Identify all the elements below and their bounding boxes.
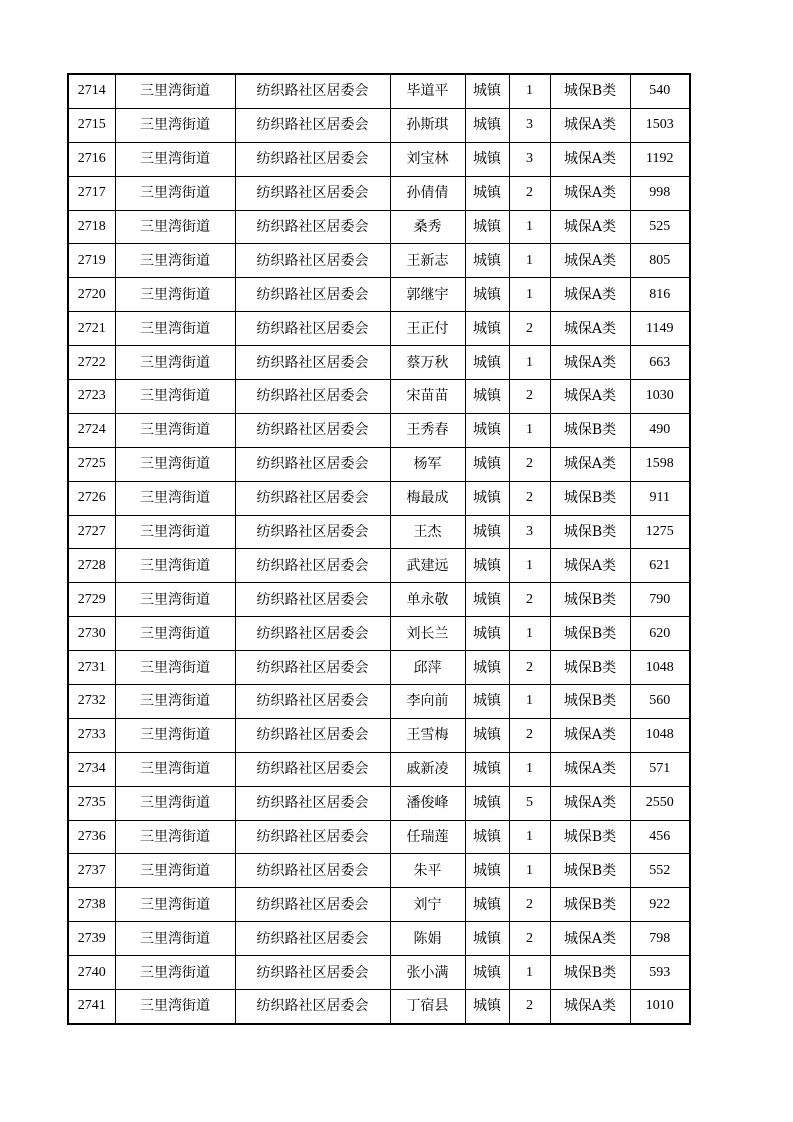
community-cell: 纺织路社区居委会 bbox=[235, 413, 390, 447]
category-cell: 城保B类 bbox=[550, 854, 630, 888]
name-cell: 王秀春 bbox=[390, 413, 465, 447]
area-type-cell: 城镇 bbox=[465, 685, 509, 719]
category-cell: 城保B类 bbox=[550, 685, 630, 719]
table-row bbox=[68, 108, 690, 142]
name-cell: 王雪梅 bbox=[390, 718, 465, 752]
household-count-cell: 1 bbox=[509, 820, 550, 854]
category-cell: 城保B类 bbox=[550, 888, 630, 922]
amount-cell: 1030 bbox=[630, 380, 690, 414]
area-type-cell: 城镇 bbox=[465, 752, 509, 786]
household-count-cell: 1 bbox=[509, 956, 550, 990]
street-cell: 三里湾街道 bbox=[115, 210, 235, 244]
serial-number-cell: 2729 bbox=[68, 583, 115, 617]
household-count-cell: 3 bbox=[509, 142, 550, 176]
name-cell: 张小满 bbox=[390, 956, 465, 990]
table-row bbox=[68, 380, 690, 414]
amount-cell: 998 bbox=[630, 176, 690, 210]
amount-cell: 1275 bbox=[630, 515, 690, 549]
community-cell: 纺织路社区居委会 bbox=[235, 888, 390, 922]
amount-cell: 1010 bbox=[630, 990, 690, 1024]
community-cell: 纺织路社区居委会 bbox=[235, 718, 390, 752]
community-cell: 纺织路社区居委会 bbox=[235, 312, 390, 346]
serial-number-cell: 2738 bbox=[68, 888, 115, 922]
amount-cell: 490 bbox=[630, 413, 690, 447]
category-cell: 城保A类 bbox=[550, 752, 630, 786]
category-cell: 城保A类 bbox=[550, 447, 630, 481]
household-count-cell: 2 bbox=[509, 922, 550, 956]
serial-number-cell: 2722 bbox=[68, 346, 115, 380]
table-row bbox=[68, 854, 690, 888]
category-cell: 城保B类 bbox=[550, 481, 630, 515]
serial-number-cell: 2727 bbox=[68, 515, 115, 549]
area-type-cell: 城镇 bbox=[465, 278, 509, 312]
table-row bbox=[68, 820, 690, 854]
street-cell: 三里湾街道 bbox=[115, 413, 235, 447]
household-count-cell: 1 bbox=[509, 346, 550, 380]
street-cell: 三里湾街道 bbox=[115, 447, 235, 481]
street-cell: 三里湾街道 bbox=[115, 685, 235, 719]
street-cell: 三里湾街道 bbox=[115, 549, 235, 583]
community-cell: 纺织路社区居委会 bbox=[235, 380, 390, 414]
amount-cell: 911 bbox=[630, 481, 690, 515]
street-cell: 三里湾街道 bbox=[115, 922, 235, 956]
category-cell: 城保A类 bbox=[550, 990, 630, 1024]
community-cell: 纺织路社区居委会 bbox=[235, 752, 390, 786]
household-count-cell: 2 bbox=[509, 481, 550, 515]
street-cell: 三里湾街道 bbox=[115, 752, 235, 786]
category-cell: 城保A类 bbox=[550, 278, 630, 312]
household-count-cell: 2 bbox=[509, 312, 550, 346]
serial-number-cell: 2720 bbox=[68, 278, 115, 312]
area-type-cell: 城镇 bbox=[465, 617, 509, 651]
amount-cell: 593 bbox=[630, 956, 690, 990]
area-type-cell: 城镇 bbox=[465, 142, 509, 176]
category-cell: 城保B类 bbox=[550, 413, 630, 447]
amount-cell: 922 bbox=[630, 888, 690, 922]
serial-number-cell: 2737 bbox=[68, 854, 115, 888]
name-cell: 毕道平 bbox=[390, 74, 465, 108]
table-row bbox=[68, 549, 690, 583]
table-row bbox=[68, 142, 690, 176]
category-cell: 城保B类 bbox=[550, 74, 630, 108]
household-count-cell: 1 bbox=[509, 617, 550, 651]
serial-number-cell: 2735 bbox=[68, 786, 115, 820]
name-cell: 丁宿县 bbox=[390, 990, 465, 1024]
area-type-cell: 城镇 bbox=[465, 990, 509, 1024]
category-cell: 城保A类 bbox=[550, 718, 630, 752]
name-cell: 蔡万秋 bbox=[390, 346, 465, 380]
community-cell: 纺织路社区居委会 bbox=[235, 142, 390, 176]
serial-number-cell: 2725 bbox=[68, 447, 115, 481]
category-cell: 城保B类 bbox=[550, 956, 630, 990]
serial-number-cell: 2730 bbox=[68, 617, 115, 651]
area-type-cell: 城镇 bbox=[465, 176, 509, 210]
area-type-cell: 城镇 bbox=[465, 210, 509, 244]
amount-cell: 552 bbox=[630, 854, 690, 888]
table-row bbox=[68, 312, 690, 346]
amount-cell: 798 bbox=[630, 922, 690, 956]
name-cell: 桑秀 bbox=[390, 210, 465, 244]
area-type-cell: 城镇 bbox=[465, 922, 509, 956]
street-cell: 三里湾街道 bbox=[115, 108, 235, 142]
table-row bbox=[68, 244, 690, 278]
name-cell: 陈娟 bbox=[390, 922, 465, 956]
category-cell: 城保A类 bbox=[550, 549, 630, 583]
street-cell: 三里湾街道 bbox=[115, 481, 235, 515]
name-cell: 王杰 bbox=[390, 515, 465, 549]
amount-cell: 816 bbox=[630, 278, 690, 312]
table-row bbox=[68, 278, 690, 312]
category-cell: 城保A类 bbox=[550, 176, 630, 210]
name-cell: 单永敬 bbox=[390, 583, 465, 617]
community-cell: 纺织路社区居委会 bbox=[235, 617, 390, 651]
community-cell: 纺织路社区居委会 bbox=[235, 481, 390, 515]
name-cell: 潘俊峰 bbox=[390, 786, 465, 820]
area-type-cell: 城镇 bbox=[465, 718, 509, 752]
name-cell: 王正付 bbox=[390, 312, 465, 346]
community-cell: 纺织路社区居委会 bbox=[235, 108, 390, 142]
name-cell: 刘长兰 bbox=[390, 617, 465, 651]
community-cell: 纺织路社区居委会 bbox=[235, 583, 390, 617]
serial-number-cell: 2736 bbox=[68, 820, 115, 854]
household-count-cell: 2 bbox=[509, 176, 550, 210]
street-cell: 三里湾街道 bbox=[115, 786, 235, 820]
amount-cell: 571 bbox=[630, 752, 690, 786]
street-cell: 三里湾街道 bbox=[115, 176, 235, 210]
household-count-cell: 5 bbox=[509, 786, 550, 820]
community-cell: 纺织路社区居委会 bbox=[235, 210, 390, 244]
category-cell: 城保A类 bbox=[550, 380, 630, 414]
area-type-cell: 城镇 bbox=[465, 312, 509, 346]
community-cell: 纺织路社区居委会 bbox=[235, 346, 390, 380]
household-count-cell: 1 bbox=[509, 244, 550, 278]
name-cell: 宋苗苗 bbox=[390, 380, 465, 414]
serial-number-cell: 2733 bbox=[68, 718, 115, 752]
serial-number-cell: 2715 bbox=[68, 108, 115, 142]
street-cell: 三里湾街道 bbox=[115, 956, 235, 990]
community-cell: 纺织路社区居委会 bbox=[235, 990, 390, 1024]
street-cell: 三里湾街道 bbox=[115, 651, 235, 685]
serial-number-cell: 2732 bbox=[68, 685, 115, 719]
community-cell: 纺织路社区居委会 bbox=[235, 74, 390, 108]
category-cell: 城保B类 bbox=[550, 515, 630, 549]
name-cell: 戚新凌 bbox=[390, 752, 465, 786]
category-cell: 城保A类 bbox=[550, 142, 630, 176]
community-cell: 纺织路社区居委会 bbox=[235, 685, 390, 719]
community-cell: 纺织路社区居委会 bbox=[235, 278, 390, 312]
street-cell: 三里湾街道 bbox=[115, 74, 235, 108]
table-row bbox=[68, 346, 690, 380]
area-type-cell: 城镇 bbox=[465, 244, 509, 278]
table-row bbox=[68, 752, 690, 786]
table-row bbox=[68, 447, 690, 481]
table-row bbox=[68, 651, 690, 685]
community-cell: 纺织路社区居委会 bbox=[235, 651, 390, 685]
community-cell: 纺织路社区居委会 bbox=[235, 176, 390, 210]
table-row bbox=[68, 922, 690, 956]
household-count-cell: 1 bbox=[509, 210, 550, 244]
area-type-cell: 城镇 bbox=[465, 413, 509, 447]
serial-number-cell: 2724 bbox=[68, 413, 115, 447]
household-count-cell: 2 bbox=[509, 718, 550, 752]
household-count-cell: 1 bbox=[509, 549, 550, 583]
amount-cell: 456 bbox=[630, 820, 690, 854]
serial-number-cell: 2728 bbox=[68, 549, 115, 583]
street-cell: 三里湾街道 bbox=[115, 244, 235, 278]
serial-number-cell: 2721 bbox=[68, 312, 115, 346]
serial-number-cell: 2716 bbox=[68, 142, 115, 176]
community-cell: 纺织路社区居委会 bbox=[235, 244, 390, 278]
area-type-cell: 城镇 bbox=[465, 447, 509, 481]
amount-cell: 560 bbox=[630, 685, 690, 719]
serial-number-cell: 2723 bbox=[68, 380, 115, 414]
amount-cell: 790 bbox=[630, 583, 690, 617]
serial-number-cell: 2719 bbox=[68, 244, 115, 278]
street-cell: 三里湾街道 bbox=[115, 380, 235, 414]
category-cell: 城保A类 bbox=[550, 346, 630, 380]
serial-number-cell: 2740 bbox=[68, 956, 115, 990]
street-cell: 三里湾街道 bbox=[115, 142, 235, 176]
amount-cell: 525 bbox=[630, 210, 690, 244]
street-cell: 三里湾街道 bbox=[115, 617, 235, 651]
household-count-cell: 1 bbox=[509, 854, 550, 888]
amount-cell: 1503 bbox=[630, 108, 690, 142]
area-type-cell: 城镇 bbox=[465, 481, 509, 515]
amount-cell: 621 bbox=[630, 549, 690, 583]
household-count-cell: 3 bbox=[509, 515, 550, 549]
area-type-cell: 城镇 bbox=[465, 888, 509, 922]
area-type-cell: 城镇 bbox=[465, 786, 509, 820]
name-cell: 杨军 bbox=[390, 447, 465, 481]
category-cell: 城保A类 bbox=[550, 312, 630, 346]
household-count-cell: 2 bbox=[509, 888, 550, 922]
area-type-cell: 城镇 bbox=[465, 651, 509, 685]
household-count-cell: 3 bbox=[509, 108, 550, 142]
table-row bbox=[68, 685, 690, 719]
serial-number-cell: 2734 bbox=[68, 752, 115, 786]
category-cell: 城保A类 bbox=[550, 922, 630, 956]
table-row bbox=[68, 990, 690, 1024]
community-cell: 纺织路社区居委会 bbox=[235, 854, 390, 888]
name-cell: 郭继宇 bbox=[390, 278, 465, 312]
household-count-cell: 2 bbox=[509, 990, 550, 1024]
table-row bbox=[68, 210, 690, 244]
street-cell: 三里湾街道 bbox=[115, 888, 235, 922]
table-row bbox=[68, 888, 690, 922]
street-cell: 三里湾街道 bbox=[115, 583, 235, 617]
amount-cell: 1598 bbox=[630, 447, 690, 481]
community-cell: 纺织路社区居委会 bbox=[235, 447, 390, 481]
area-type-cell: 城镇 bbox=[465, 380, 509, 414]
name-cell: 梅最成 bbox=[390, 481, 465, 515]
name-cell: 刘宁 bbox=[390, 888, 465, 922]
records-table bbox=[67, 73, 691, 1025]
table-row bbox=[68, 956, 690, 990]
category-cell: 城保A类 bbox=[550, 786, 630, 820]
amount-cell: 2550 bbox=[630, 786, 690, 820]
area-type-cell: 城镇 bbox=[465, 854, 509, 888]
category-cell: 城保B类 bbox=[550, 617, 630, 651]
table-row bbox=[68, 176, 690, 210]
category-cell: 城保B类 bbox=[550, 820, 630, 854]
amount-cell: 1192 bbox=[630, 142, 690, 176]
household-count-cell: 1 bbox=[509, 74, 550, 108]
street-cell: 三里湾街道 bbox=[115, 312, 235, 346]
area-type-cell: 城镇 bbox=[465, 583, 509, 617]
serial-number-cell: 2731 bbox=[68, 651, 115, 685]
household-count-cell: 1 bbox=[509, 685, 550, 719]
amount-cell: 1048 bbox=[630, 718, 690, 752]
household-count-cell: 2 bbox=[509, 583, 550, 617]
serial-number-cell: 2714 bbox=[68, 74, 115, 108]
amount-cell: 1048 bbox=[630, 651, 690, 685]
name-cell: 朱平 bbox=[390, 854, 465, 888]
area-type-cell: 城镇 bbox=[465, 820, 509, 854]
table-row bbox=[68, 583, 690, 617]
amount-cell: 663 bbox=[630, 346, 690, 380]
name-cell: 孙倩倩 bbox=[390, 176, 465, 210]
household-count-cell: 2 bbox=[509, 651, 550, 685]
serial-number-cell: 2726 bbox=[68, 481, 115, 515]
table-row bbox=[68, 786, 690, 820]
serial-number-cell: 2741 bbox=[68, 990, 115, 1024]
street-cell: 三里湾街道 bbox=[115, 854, 235, 888]
household-count-cell: 2 bbox=[509, 447, 550, 481]
household-count-cell: 1 bbox=[509, 413, 550, 447]
category-cell: 城保A类 bbox=[550, 210, 630, 244]
category-cell: 城保A类 bbox=[550, 108, 630, 142]
household-count-cell: 1 bbox=[509, 752, 550, 786]
area-type-cell: 城镇 bbox=[465, 549, 509, 583]
serial-number-cell: 2717 bbox=[68, 176, 115, 210]
street-cell: 三里湾街道 bbox=[115, 718, 235, 752]
community-cell: 纺织路社区居委会 bbox=[235, 515, 390, 549]
community-cell: 纺织路社区居委会 bbox=[235, 820, 390, 854]
table-row bbox=[68, 617, 690, 651]
community-cell: 纺织路社区居委会 bbox=[235, 956, 390, 990]
area-type-cell: 城镇 bbox=[465, 956, 509, 990]
serial-number-cell: 2718 bbox=[68, 210, 115, 244]
table-row bbox=[68, 413, 690, 447]
amount-cell: 1149 bbox=[630, 312, 690, 346]
amount-cell: 540 bbox=[630, 74, 690, 108]
area-type-cell: 城镇 bbox=[465, 108, 509, 142]
serial-number-cell: 2739 bbox=[68, 922, 115, 956]
name-cell: 任瑞莲 bbox=[390, 820, 465, 854]
community-cell: 纺织路社区居委会 bbox=[235, 922, 390, 956]
amount-cell: 805 bbox=[630, 244, 690, 278]
name-cell: 邱萍 bbox=[390, 651, 465, 685]
category-cell: 城保B类 bbox=[550, 651, 630, 685]
household-count-cell: 1 bbox=[509, 278, 550, 312]
community-cell: 纺织路社区居委会 bbox=[235, 549, 390, 583]
name-cell: 武建远 bbox=[390, 549, 465, 583]
table-row bbox=[68, 718, 690, 752]
name-cell: 孙斯琪 bbox=[390, 108, 465, 142]
community-cell: 纺织路社区居委会 bbox=[235, 786, 390, 820]
table-row bbox=[68, 74, 690, 108]
amount-cell: 620 bbox=[630, 617, 690, 651]
household-count-cell: 2 bbox=[509, 380, 550, 414]
category-cell: 城保A类 bbox=[550, 244, 630, 278]
area-type-cell: 城镇 bbox=[465, 515, 509, 549]
name-cell: 李向前 bbox=[390, 685, 465, 719]
street-cell: 三里湾街道 bbox=[115, 820, 235, 854]
street-cell: 三里湾街道 bbox=[115, 346, 235, 380]
area-type-cell: 城镇 bbox=[465, 74, 509, 108]
name-cell: 王新志 bbox=[390, 244, 465, 278]
street-cell: 三里湾街道 bbox=[115, 990, 235, 1024]
table-body bbox=[68, 74, 690, 1024]
table-row bbox=[68, 481, 690, 515]
category-cell: 城保B类 bbox=[550, 583, 630, 617]
street-cell: 三里湾街道 bbox=[115, 278, 235, 312]
table-row bbox=[68, 515, 690, 549]
street-cell: 三里湾街道 bbox=[115, 515, 235, 549]
name-cell: 刘宝林 bbox=[390, 142, 465, 176]
area-type-cell: 城镇 bbox=[465, 346, 509, 380]
